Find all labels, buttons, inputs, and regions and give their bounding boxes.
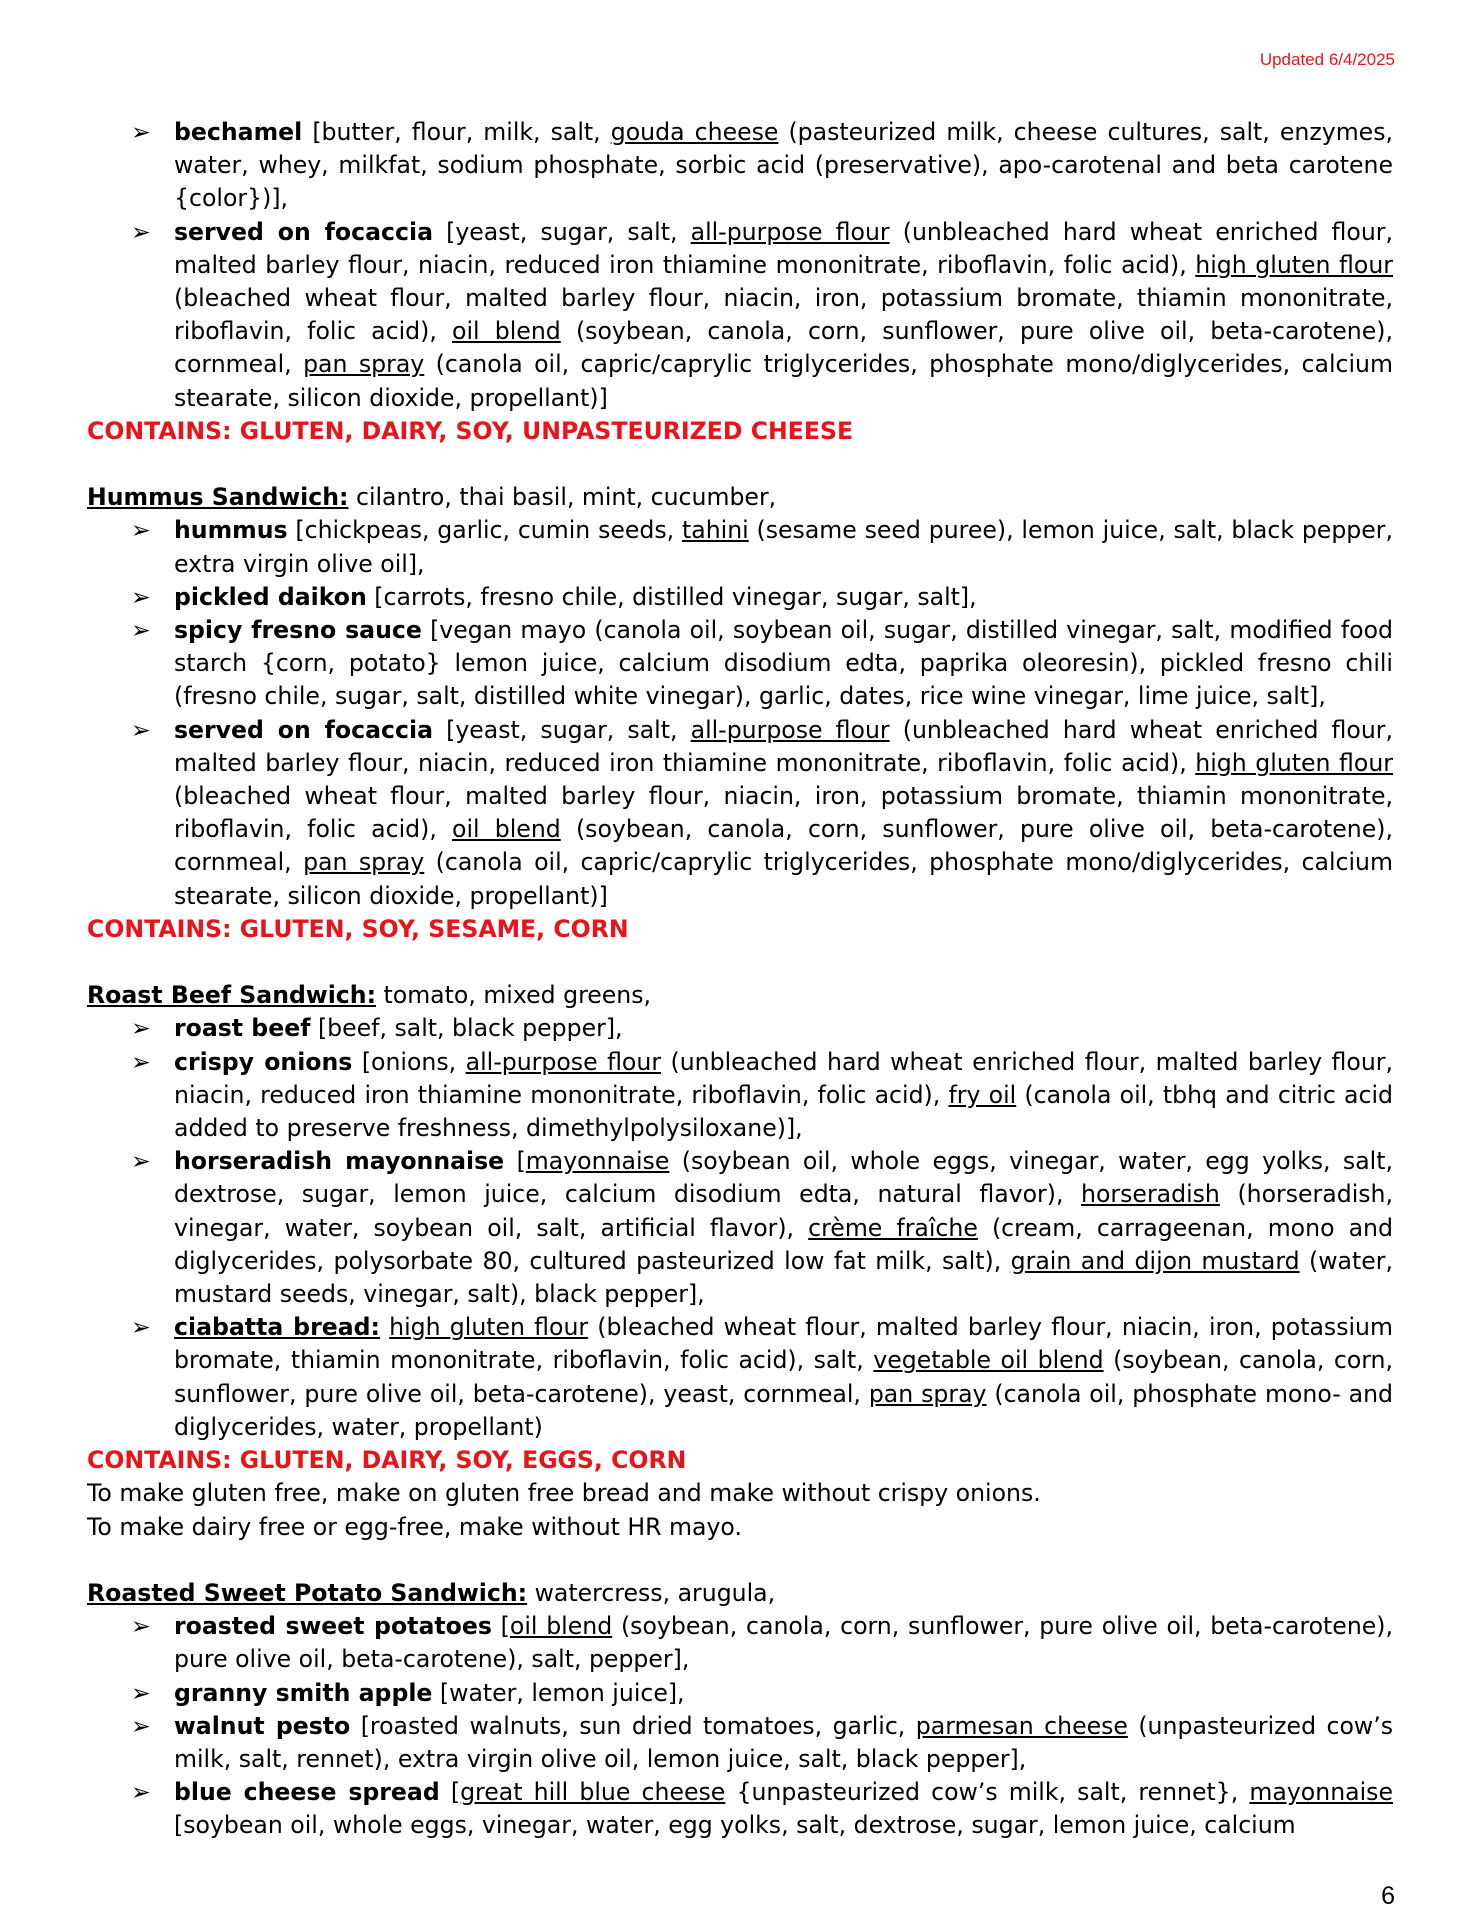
ingredient-text: [onions, <box>352 1047 466 1076</box>
ingredient-name: roast beef <box>174 1014 311 1043</box>
ingredient-list-item <box>87 1610 1393 1676</box>
note-line: To make gluten free, make on gluten free bread and make without crispy onions. <box>87 1479 1041 1508</box>
ingredient-name: bechamel <box>174 118 303 146</box>
ingredient-list-item <box>87 1776 1393 1842</box>
sandwich-heading <box>87 481 1393 514</box>
allergen-document-body <box>87 116 1393 1843</box>
sub-ingredient-name: gouda cheese <box>610 118 779 146</box>
ingredient-list-item <box>87 1145 1393 1311</box>
sub-ingredient-name: oil blend <box>509 1612 613 1641</box>
sub-ingredient-name: fry oil <box>948 1080 1017 1109</box>
ingredient-text: (soybean, canola, corn, sunflower, pure olive oil, beta-carotene), cornmeal, <box>174 815 1393 877</box>
sub-ingredient-name: crème fraîche <box>808 1213 978 1242</box>
ingredient-name: walnut pesto <box>174 1711 351 1740</box>
ingredient-text: (unbleached hard wheat enriched flour, malted barley flour, niacin, reduced iron thiamine mononitrate, riboflavin, folic acid), <box>174 217 1394 279</box>
ingredient-text: [roasted walnuts, sun dried tomatoes, garlic, <box>350 1711 916 1740</box>
ingredient-list-item <box>87 714 1393 913</box>
ingredient-list-item <box>87 1046 1393 1146</box>
ingredient-list-item <box>87 614 1393 714</box>
page-number: 6 <box>1381 1882 1395 1910</box>
ingredient-text: [ <box>439 1778 461 1807</box>
ingredient-name: served on focaccia <box>174 217 433 246</box>
ingredient-list-item <box>87 1710 1393 1776</box>
ingredient-text: (canola oil, capric/caprylic triglycerides, phosphate mono/diglycerides, calcium stearate, silicon dioxide, propellant)] <box>174 350 1393 412</box>
ingredient-text: (canola oil, phosphate mono- and diglycerides, water, propellant) <box>174 1379 1393 1441</box>
ingredient-text: [water, lemon juice], <box>432 1678 685 1707</box>
ingredient-text: (soybean, canola, corn, sunflower, pure olive oil, beta-carotene), yeast, cornmeal, <box>174 1346 1393 1408</box>
ingredient-text: [yeast, sugar, salt, <box>433 217 691 246</box>
ingredient-list-item <box>87 1012 1393 1045</box>
ingredient-text: (bleached wheat flour, malted barley flour, niacin, iron, potassium bromate, thiamin mononitrate, riboflavin, folic acid), <box>174 782 1393 844</box>
ingredient-list <box>87 116 1393 415</box>
ingredient-text <box>380 1313 389 1341</box>
ingredient-name: granny smith apple <box>174 1678 433 1707</box>
sub-ingredient-name: great hill blue cheese <box>460 1778 726 1807</box>
sandwich-toppings: tomato, mixed greens, <box>376 981 652 1010</box>
ingredient-text: (bleached wheat flour, malted barley flour, niacin, iron, potassium bromate, thiamin mononitrate, riboflavin, folic acid), salt, <box>174 1313 1393 1375</box>
sub-ingredient-name: tahini <box>681 516 749 545</box>
ingredient-name: horseradish mayonnaise <box>174 1147 505 1176</box>
ingredient-text: (cream, carrageenan, mono and diglycerides, polysorbate 80, cultured pasteurized low fat milk, salt), <box>174 1213 1393 1275</box>
sub-ingredient-name: high gluten flour <box>1195 748 1394 777</box>
sub-ingredient-name: high gluten flour <box>389 1313 589 1342</box>
sandwich-title: Roasted Sweet Potato Sandwich: <box>87 1578 528 1607</box>
ingredient-name: hummus <box>174 516 288 545</box>
sub-ingredient-name: oil blend <box>452 317 561 346</box>
ingredient-text: [ <box>491 1612 510 1641</box>
ingredient-text: (unbleached hard wheat enriched flour, malted barley flour, niacin, reduced iron thiamine mononitrate, riboflavin, folic acid), <box>174 1047 1393 1109</box>
sub-ingredient-name: mayonnaise <box>1249 1778 1393 1807</box>
sub-ingredient-name: pan spray <box>303 350 425 379</box>
sub-ingredient-name: grain and dijon mustard <box>1010 1246 1300 1275</box>
sandwich-heading <box>87 979 1393 1012</box>
sub-ingredient-name: high gluten flour <box>1195 250 1394 279</box>
ingredient-text: (soybean, canola, corn, sunflower, pure olive oil, beta-carotene), cornmeal, <box>174 317 1393 379</box>
ingredient-list <box>87 1610 1393 1842</box>
sub-ingredient-name: pan spray <box>868 1379 987 1408</box>
section-label: ciabatta bread: <box>174 1313 380 1342</box>
spacer <box>87 1544 1393 1577</box>
ingredient-text: [soybean oil, whole eggs, vinegar, water, egg yolks, salt, dextrose, sugar, lemon juice, calcium <box>174 1811 1296 1840</box>
sub-ingredient-name: parmesan cheese <box>915 1711 1128 1740</box>
sandwich-title: Hummus Sandwich: <box>87 483 349 512</box>
ingredient-text: (unbleached hard wheat enriched flour, malted barley flour, niacin, reduced iron thiamine mononitrate, riboflavin, folic acid), <box>174 715 1394 777</box>
ingredient-text: [chickpeas, garlic, cumin seeds, <box>287 516 682 545</box>
ingredient-text: (canola oil, tbhq and citric acid added to preserve freshness, dimethylpolysiloxane)], <box>174 1080 1394 1143</box>
ingredient-text: (soybean, canola, corn, sunflower, pure olive oil, beta-carotene), pure olive oil, beta-carotene), salt, pepper], <box>174 1612 1394 1674</box>
sub-ingredient-name: pan spray <box>303 848 425 877</box>
sub-ingredient-name: all-purpose flour <box>690 715 890 744</box>
ingredient-name: roasted sweet potatoes <box>174 1612 492 1641</box>
ingredient-text: [ <box>504 1147 526 1176</box>
ingredient-list-item <box>87 216 1393 415</box>
allergen-contains-line: CONTAINS: GLUTEN, SOY, SESAME, CORN <box>87 914 629 943</box>
sub-ingredient-name: all-purpose flour <box>690 217 890 246</box>
ingredient-list-item <box>87 1311 1393 1444</box>
ingredient-text: [vegan mayo (canola oil, soybean oil, sugar, distilled vinegar, salt, modified food starch {corn, potato} lemon juice, calcium disodium edta, paprika oleoresin), pickled fresno chili (fresno chile, sugar, salt, distilled white vinegar), garlic, dates, rice wine vinegar, lime juice, salt], <box>174 616 1394 711</box>
sub-ingredient-name: mayonnaise <box>525 1147 670 1176</box>
sandwich-toppings: watercress, arugula, <box>527 1578 776 1607</box>
ingredient-list-item <box>87 1677 1393 1710</box>
sandwich-title: Roast Beef Sandwich: <box>87 981 377 1010</box>
ingredient-name: spicy fresno sauce <box>174 616 422 645</box>
ingredient-name: pickled daikon <box>174 582 367 611</box>
ingredient-list-item <box>87 116 1393 216</box>
ingredient-text: (bleached wheat flour, malted barley flour, niacin, iron, potassium bromate, thiamin mononitrate, riboflavin, folic acid), <box>174 284 1393 346</box>
ingredient-text: (unpasteurized cow’s milk, salt, rennet), extra virgin olive oil, lemon juice, salt, black pepper], <box>174 1711 1393 1773</box>
ingredient-text: (pasteurized milk, cheese cultures, salt, enzymes, water, whey, milkfat, sodium phosphate, sorbic acid (preservative), apo-carotenal and beta carotene {color})], <box>174 118 1393 213</box>
ingredient-text: [yeast, sugar, salt, <box>433 715 691 744</box>
ingredient-name: crispy onions <box>174 1047 353 1076</box>
sub-ingredient-name: oil blend <box>452 815 561 844</box>
allergen-contains-line: CONTAINS: GLUTEN, DAIRY, SOY, UNPASTEURIZED CHEESE <box>87 416 854 445</box>
ingredient-name: served on focaccia <box>174 715 433 744</box>
ingredient-text: [carrots, fresno chile, distilled vinegar, sugar, salt], <box>366 582 977 611</box>
allergen-contains-line: CONTAINS: GLUTEN, DAIRY, SOY, EGGS, CORN <box>87 1446 687 1475</box>
ingredient-list <box>87 514 1393 912</box>
ingredient-name: blue cheese spread <box>174 1778 440 1807</box>
sandwich-heading <box>87 1577 1393 1610</box>
ingredient-text: (horseradish, vinegar, water, soybean oil, salt, artificial flavor), <box>174 1180 1393 1242</box>
ingredient-text: (soybean oil, whole eggs, vinegar, water, egg yolks, salt, dextrose, sugar, lemon juice, calcium disodium edta, natural flavor), <box>174 1147 1393 1209</box>
note-line: To make dairy free or egg-free, make without HR mayo. <box>87 1512 742 1541</box>
ingredient-list-item <box>87 514 1393 580</box>
updated-date: Updated 6/4/2025 <box>1259 50 1395 69</box>
sandwich-toppings: cilantro, thai basil, mint, cucumber, <box>348 483 777 512</box>
spacer <box>87 946 1393 979</box>
sub-ingredient-name: vegetable oil blend <box>873 1346 1104 1375</box>
ingredient-text: (water, mustard seeds, vinegar, salt), black pepper], <box>174 1246 1393 1309</box>
ingredient-text: [butter, flour, milk, salt, <box>302 118 611 146</box>
ingredient-list <box>87 1012 1393 1444</box>
ingredient-text: (canola oil, capric/caprylic triglycerides, phosphate mono/diglycerides, calcium stearate, silicon dioxide, propellant)] <box>174 848 1393 910</box>
ingredient-list-item <box>87 581 1393 614</box>
sub-ingredient-name: horseradish <box>1081 1180 1220 1209</box>
spacer <box>87 448 1393 481</box>
ingredient-text: (sesame seed puree), lemon juice, salt, black pepper, extra virgin olive oil], <box>174 516 1393 578</box>
ingredient-text: {unpasteurized cow’s milk, salt, rennet}, <box>725 1778 1250 1807</box>
ingredient-text: [beef, salt, black pepper], <box>310 1014 623 1043</box>
sub-ingredient-name: all-purpose flour <box>465 1047 662 1076</box>
